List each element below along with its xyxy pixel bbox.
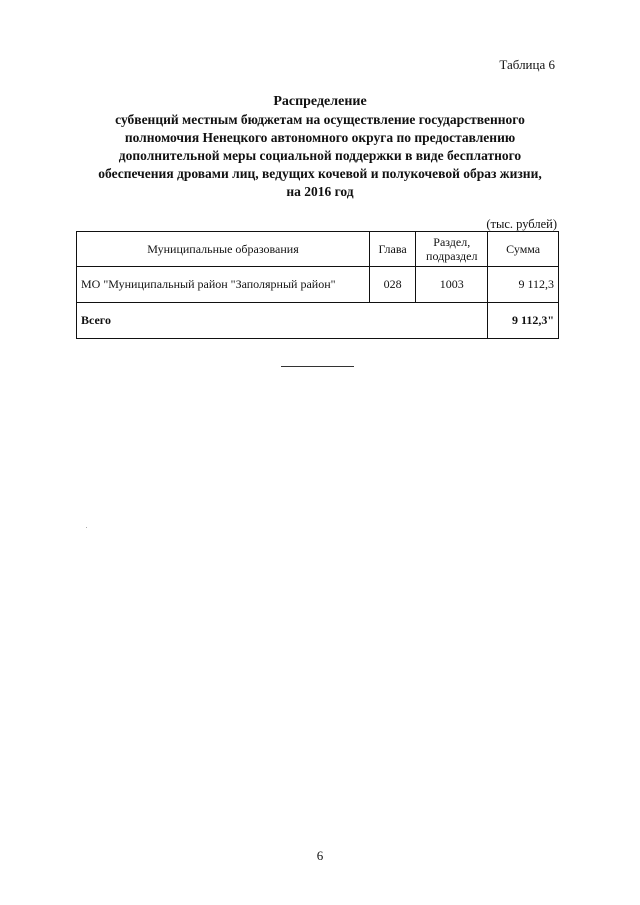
units-label: (тыс. рублей): [486, 217, 557, 231]
header-glava: Глава: [370, 232, 416, 267]
title-line: на 2016 год: [286, 184, 354, 199]
total-row: [77, 303, 559, 339]
cell-razdel: 1003: [416, 267, 488, 303]
distribution-table: [76, 231, 559, 339]
total-label: Всего: [77, 303, 488, 339]
cell-glava: 028: [370, 267, 416, 303]
title-line: дополнительной меры социальной поддержки в виде бесплатного: [118, 148, 522, 163]
title-line: обеспечения дровами лиц, ведущих кочевой и полукочевой образ жизни,: [98, 166, 542, 181]
header-razdel: [416, 232, 488, 267]
header-razdel-line2: подраздел: [426, 249, 478, 263]
total-summa: 9 112,3": [488, 303, 559, 339]
separator-line: [281, 366, 354, 367]
cell-municipality: МО "Муниципальный район "Заполярный район": [77, 267, 370, 303]
title-heading: Распределение: [273, 94, 367, 109]
table-header-row: [77, 232, 559, 267]
page-number: 6: [316, 848, 324, 863]
header-municipality: Муниципальные образования: [77, 232, 370, 267]
title-line: субвенций местным бюджетам на осуществление государственного: [115, 112, 525, 127]
header-razdel-line1: Раздел,: [433, 235, 471, 249]
title-line: полномочия Ненецкого автономного округа по предоставлению: [124, 130, 516, 145]
table-number-label: Таблица 6: [499, 57, 555, 72]
header-summa: Сумма: [488, 232, 559, 267]
scan-speck: [86, 527, 87, 528]
document-title: [60, 93, 580, 201]
table-row: [77, 267, 559, 303]
cell-summa: 9 112,3: [488, 267, 559, 303]
